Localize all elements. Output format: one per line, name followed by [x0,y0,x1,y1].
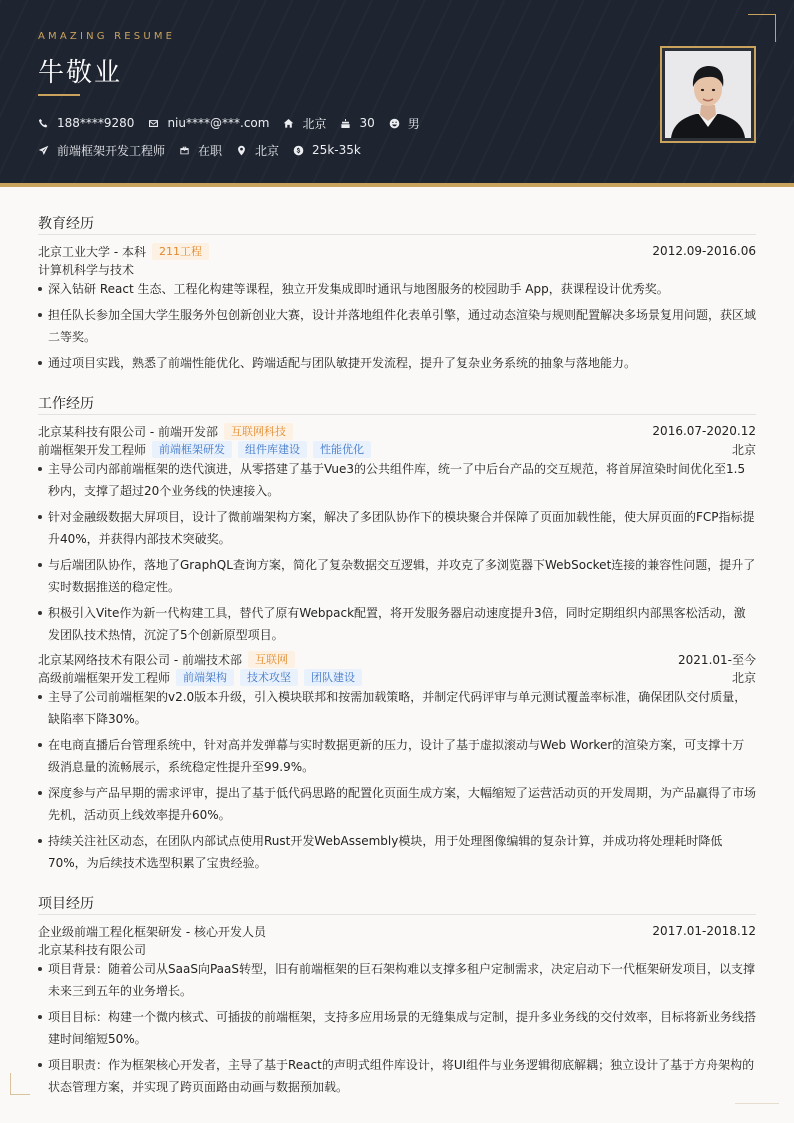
list-item: 主导公司内部前端框架的迭代演进，从零搭建了基于Vue3的公共组件库，统一了中后台产品的交互规范，将首屏渲染时间优化至1.5秒内，支撑了超过20个业务线的快速接入。 [38,458,756,502]
job-role-row [38,668,756,686]
age-info [340,115,374,131]
home-icon [283,118,294,129]
profile-photo [665,51,751,138]
list-item: 主导了公司前端框架的v2.0版本升级，引入模块联邦和按需加载策略，并制定代码评审与单元测试覆盖率标准，确保团队交付质量，缺陷率下降30%。 [38,686,756,730]
email-text: niu****@***.com [167,116,270,130]
job-header-row [38,650,756,668]
list-item: 与后端团队协作，落地了GraphQL查询方案，简化了复杂数据交互逻辑，并攻克了多浏览器下WebSocket连接的兼容性问题，提升了实时数据推送的稳定性。 [38,554,756,598]
education-bullets [38,278,756,378]
mail-icon [148,118,159,129]
project-period: 2017.01-2018.12 [652,924,756,938]
candidate-name: 牛敬业 [38,58,123,88]
job-bullets [38,458,756,650]
skill-tag: 前端框架研发 [152,441,232,458]
briefcase-icon [179,145,190,156]
user-face-icon [389,118,400,129]
phone-text: 188****9280 [57,116,135,130]
project-company: 北京某科技有限公司 [38,942,147,957]
cake-icon [340,118,351,129]
job-target-text: 前端框架开发工程师 [57,143,166,158]
profile-photo-frame [660,46,756,143]
salary-info [293,142,361,158]
work-section-title: 工作经历 [38,396,94,412]
resume-tagline: AMAZING RESUME [38,31,176,42]
salary-text: 25k-35k [312,143,361,157]
job-header-row [38,422,756,440]
header-accent-line [0,183,794,187]
company-tag: 互联网 [248,651,295,668]
job-bullets [38,686,756,878]
job-role: 高级前端框架开发工程师 [38,670,171,685]
school-tag: 211工程 [152,243,209,260]
skill-tag: 性能优化 [313,441,371,458]
skill-tag: 团队建设 [304,669,362,686]
section-divider [38,234,756,235]
list-item: 积极引入Vite作为新一代构建工具，替代了原有Webpack配置，将开发服务器启动速度提升3倍，同时定期组织内部黑客松活动，激发团队技术热情，沉淀了5个创新原型项目。 [38,602,756,646]
gender-text: 男 [407,116,420,131]
status-info [179,142,222,158]
list-item: 项目背景：随着公司从SaaS向PaaS转型，旧有前端框架的巨石架构难以支撑多租户定制需求，决定启动下一代框架研发项目，以支撑未来三到五年的业务增长。 [38,958,756,1002]
project-header-row [38,922,756,940]
email-info [148,115,269,131]
contact-row [38,115,434,131]
education-header-row [38,242,756,260]
corner-ornament [748,14,776,42]
list-item: 深度参与产品早期的需求评审，提出了基于低代码思路的配置化页面生成方案，大幅缩短了运营活动页的开发周期，为产品赢得了市场先机，活动页上线效率提升60%。 [38,782,756,826]
resume-header [0,0,794,184]
major-text: 计算机科学与技术 [38,262,135,277]
job-location: 北京 [731,670,756,685]
list-item: 在电商直播后台管理系统中，针对高并发弹幕与实时数据更新的压力，设计了基于虚拟滚动与Web Worker的渲染方案，可支撑十万级消息量的流畅展示，系统稳定性提升至99.9%。 [38,734,756,778]
phone-info [38,115,134,131]
list-item: 针对金融级数据大屏项目，设计了微前端架构方案，解决了多团队协作下的模块聚合并保障了页面加载性能，使大屏页面的FCP指标提升40%，并获得内部技术突破奖。 [38,506,756,550]
project-section-title: 项目经历 [38,896,94,912]
location-pin-icon [236,145,247,156]
section-divider [38,414,756,415]
skill-tag: 技术攻坚 [240,669,298,686]
job-intent-row [38,142,375,158]
project-bullets [38,958,756,1102]
job-period: 2021.01-至今 [678,652,756,667]
job-role-row [38,440,756,458]
list-item: 项目职责：作为框架核心开发者，主导了基于React的声明式组件库设计，将UI组件与业务逻辑彻底解耦；独立设计了基于方舟架构的状态管理方案，并实现了跨页面路由动画与数据预加载。 [38,1054,756,1098]
city-info [283,115,326,131]
phone-icon [38,118,49,129]
school-name: 北京工业大学 - 本科 [38,244,146,259]
corner-ornament [10,1073,30,1095]
education-section-title: 教育经历 [38,216,94,232]
job-period: 2016.07-2020.12 [652,424,756,438]
list-item: 深入钻研 React 生态、工程化构建等课程，独立开发集成即时通讯与地图服务的校园助手 App，获课程设计优秀奖。 [38,278,756,300]
job-role: 前端框架开发工程师 [38,442,147,457]
section-divider [38,914,756,915]
skill-tag: 前端架构 [176,669,234,686]
status-text: 在职 [198,143,223,158]
portrait-illustration [665,51,751,138]
list-item: 担任队长参加全国大学生服务外包创新创业大赛，设计并落地组件化表单引擎，通过动态渲染与规则配置解决多场景复用问题，获区域二等奖。 [38,304,756,348]
project-company-row [38,940,756,958]
job-location: 北京 [731,442,756,457]
education-period: 2012.09-2016.06 [652,244,756,258]
company-tag: 互联网科技 [224,423,293,440]
list-item: 项目目标：构建一个微内核式、可插拔的前端框架，支持多应用场景的无缝集成与定制，提升多业务线的交付效率，目标将新业务线搭建时间缩短50%。 [38,1006,756,1050]
target-city-info [236,142,279,158]
company-name: 北京某科技有限公司 - 前端开发部 [38,424,218,439]
skill-tag: 组件库建设 [238,441,307,458]
job-target-info [38,142,165,158]
corner-ornament [735,1103,779,1104]
list-item: 通过项目实践，熟悉了前端性能优化、跨端适配与团队敏捷开发流程，提升了复杂业务系统的抽象与落地能力。 [38,352,756,374]
age-text: 30 [359,116,375,130]
list-item: 持续关注社区动态，在团队内部试点使用Rust开发WebAssembly模块，用于处理图像编辑的复杂计算，并成功将处理耗时降低70%，为后续技术选型积累了宝贵经验。 [38,830,756,874]
company-name: 北京某网络技术有限公司 - 前端技术部 [38,652,242,667]
major-row [38,260,756,278]
target-city-text: 北京 [255,143,280,158]
money-icon [293,145,304,156]
gender-info [389,115,420,131]
name-underline [38,94,80,96]
project-name: 企业级前端工程化框架研发 - 核心开发人员 [38,924,266,939]
city-text: 北京 [302,116,327,131]
send-icon [38,145,49,156]
